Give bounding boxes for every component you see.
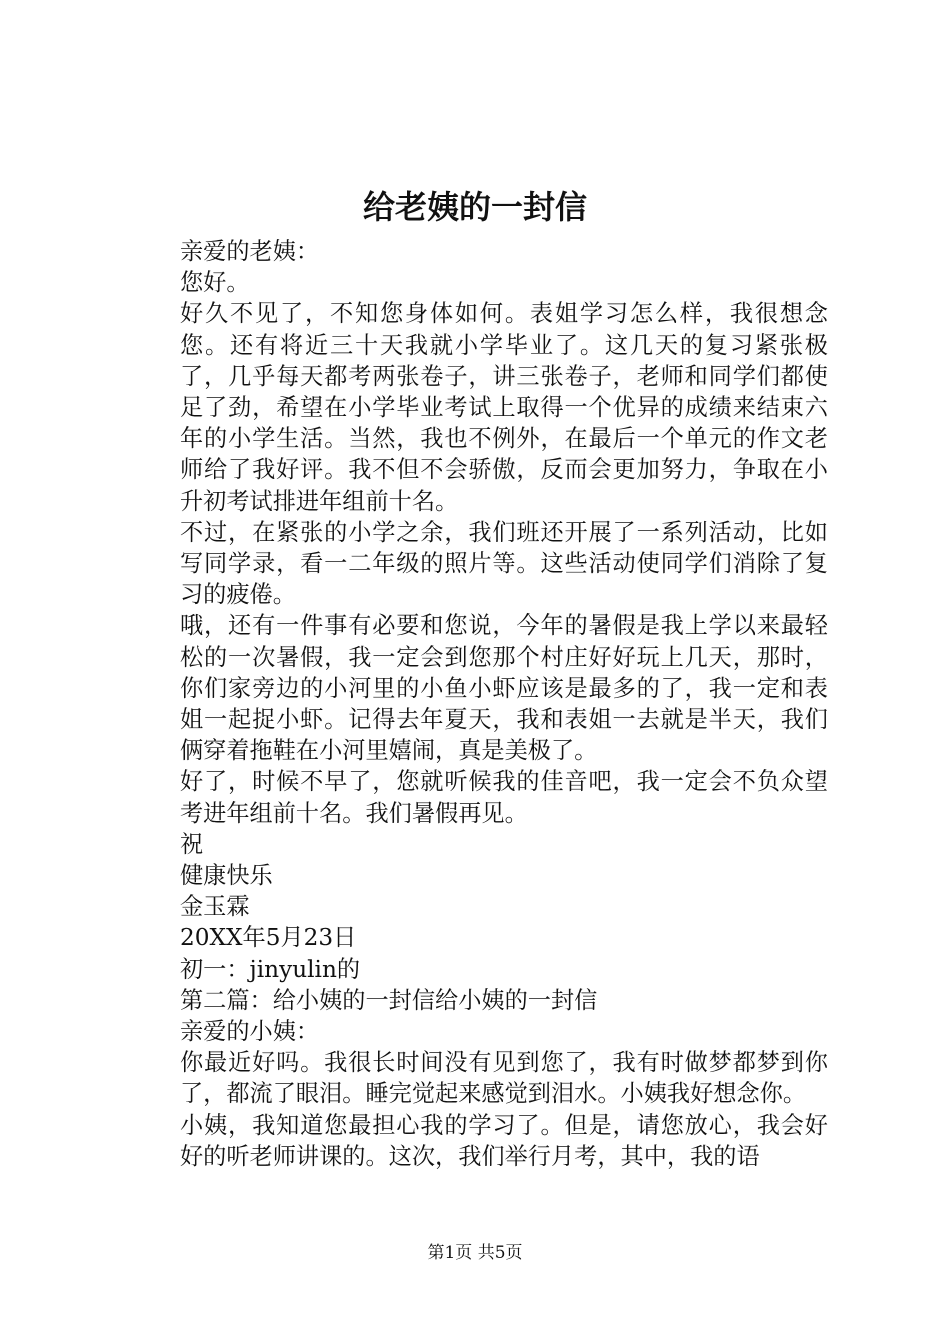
paragraph-4: 好了，时候不早了，您就听候我的佳音吧，我一定会不负众望考进年组前十名。我们暑假再见。: [180, 768, 828, 827]
paragraph-6: 小姨，我知道您最担心我的学习了。但是，请您放心，我会好好的听老师讲课的。这次，我们举行月考，其中，我的语: [180, 1111, 828, 1170]
paragraph-5: 你最近好吗。我很长时间没有见到您了，我有时做梦都梦到你了，都流了眼泪。睡完觉起来感觉到泪水。小姨我好想念你。: [180, 1049, 828, 1108]
paragraph-3: 哦，还有一件事有必要和您说，今年的暑假是我上学以来最轻松的一次暑假，我一定会到您那个村庄好好玩上几天，那时，你们家旁边的小河里的小鱼小虾应该是最多的了，我一定和表姐一起捉小虾。记得去年夏天，我和表姐一去就是半天，我们俩穿着拖鞋在小河里嬉闹，真是美极了。: [180, 612, 828, 765]
signature-name: 金玉霖: [180, 893, 250, 921]
salutation-2: 亲爱的小姨：: [180, 1017, 320, 1045]
section-heading: 第二篇：给小姨的一封信给小姨的一封信: [180, 986, 598, 1014]
closing-wish: 祝: [180, 830, 204, 858]
greeting: 您好。: [180, 269, 250, 297]
author-note: 初一：jinyulin的: [180, 955, 361, 983]
page-footer: 第1页 共5页: [427, 1243, 523, 1263]
letter-body: [132, 236, 828, 1172]
salutation: 亲爱的老姨：: [180, 238, 320, 265]
signature-date: 20XX年5月23日: [180, 924, 357, 952]
closing-blessing: 健康快乐: [180, 862, 273, 890]
paragraph-1: 好久不见了，不知您身体如何。表姐学习怎么样，我很想念您。还有将近三十天我就小学毕业了。这几天的复习紧张极了，几乎每天都考两张卷子，讲三张卷子，老师和同学们都使足了劲，希望在小学毕业考试上取得一个优异的成绩来结束六年的小学生活。当然，我也不例外，在最后一个单元的作文老师给了我好评。我不但不会骄傲，反而会更加努力，争取在小升初考试排进年组前十名。: [180, 300, 828, 515]
page-title: 给老姨的一封信: [362, 188, 587, 226]
paragraph-2: 不过，在紧张的小学之余，我们班还开展了一系列活动，比如写同学录，看一二年级的照片等。这些活动使同学们消除了复习的疲倦。: [180, 518, 828, 609]
